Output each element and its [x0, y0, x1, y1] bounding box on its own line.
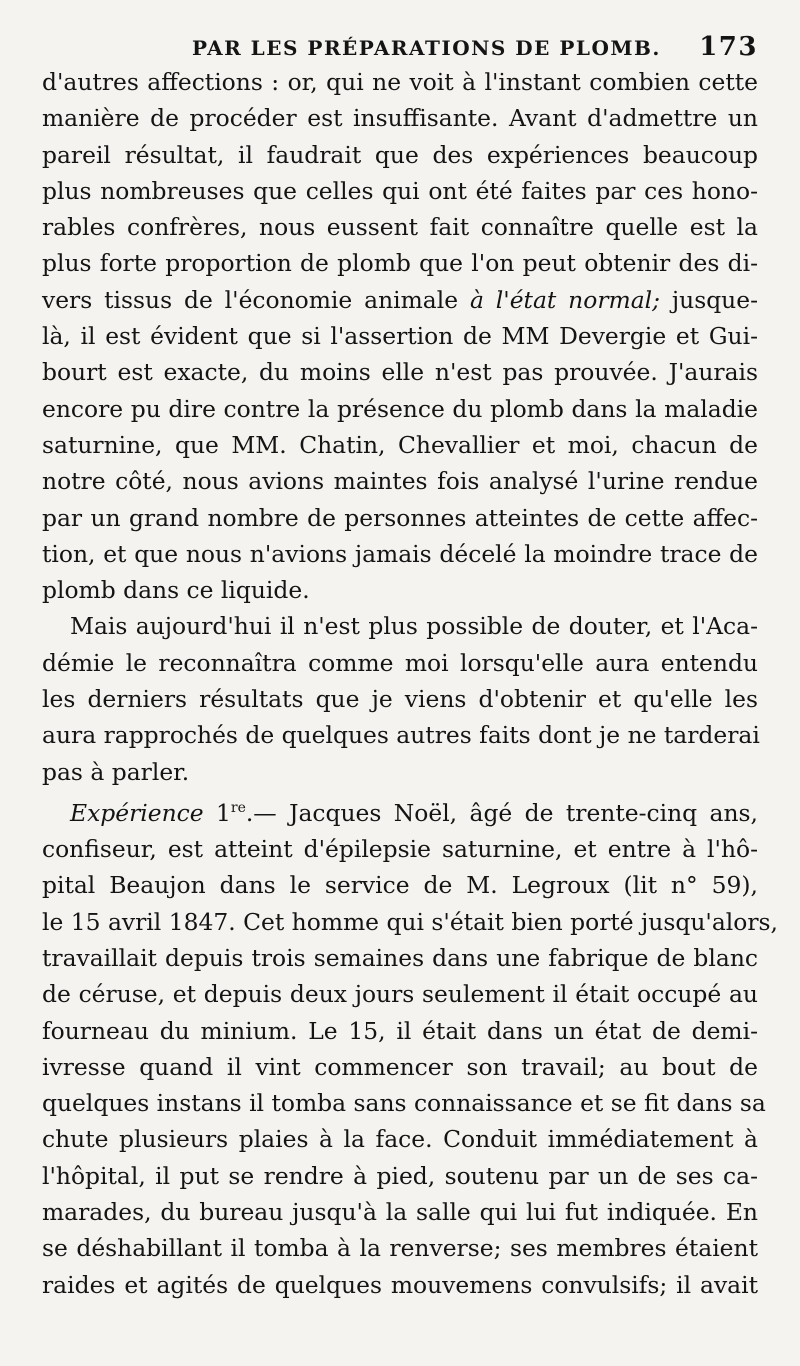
text-line: là, il est évident que si l'assertion de MM Devergie et Gui- [42, 322, 758, 351]
text-line: d'autres affections : or, qui ne voit à l'instant combien cette [42, 68, 758, 96]
text-line: rables confrères, nous eussent fait connaître quelle est la [42, 213, 758, 242]
text-line: plus nombreuses que celles qui ont été faites par ces hono- [42, 176, 758, 205]
text-line: saturnine, que MM. Chatin, Chevallier et moi, chacun de [42, 430, 758, 459]
text-line: encore pu dire contre la présence du plomb dans la maladie [42, 394, 758, 423]
text-line: pareil résultat, il faudrait que des expériences beaucoup [42, 140, 758, 169]
text-line: tion, et que nous n'avions jamais décelé la moindre trace de [42, 539, 758, 568]
text-line: manière de procéder est insuffisante. Avant d'admettre un [42, 104, 758, 133]
text-line: Mais aujourd'hui il n'est plus possible de douter, et l'Aca- [70, 612, 758, 641]
text-line: démie le reconnaîtra comme moi lorsqu'elle aura entendu [42, 648, 758, 677]
text-line: aura rapprochés de quelques autres faits dont je ne tarderai [42, 721, 760, 750]
text-line: l'hôpital, il put se rendre à pied, soutenu par un de ses ca- [42, 1161, 758, 1190]
text-line: se déshabillant il tomba à la renverse; ses membres étaient [42, 1234, 758, 1263]
text-line: le 15 avril 1847. Cet homme qui s'était bien porté jusqu'alors, [42, 907, 778, 936]
text-line: plus forte proportion de plomb que l'on peut obtenir des di- [42, 249, 758, 278]
page-number: 173 [699, 32, 758, 62]
text-line: chute plusieurs plaies à la face. Conduit immédiatement à [42, 1125, 758, 1154]
text-line: bourt est exacte, du moins elle n'est pas prouvée. J'aurais [42, 358, 758, 387]
text-line: travaillait depuis trois semaines dans une fabrique de blanc [42, 943, 758, 972]
text-run: jusque- [660, 285, 758, 314]
text-line: confiseur, est atteint d'épilepsie saturnine, et entre à l'hô- [42, 835, 758, 864]
running-head [42, 30, 758, 64]
text-line: notre côté, nous avions maintes fois analysé l'urine rendue [42, 467, 758, 496]
text-run: .— Jacques Noël, âgé de trente-cinq ans, [245, 798, 758, 827]
text-line: quelques instans il tomba sans connaissance et se fit dans sa [42, 1089, 766, 1118]
ordinal-suffix: re [230, 799, 246, 816]
text-run: vers tissus de l'économie animale [42, 285, 470, 314]
text-line: les derniers résultats que je viens d'obtenir et qu'elle les [42, 685, 758, 714]
text-line: raides et agités de quelques mouvemens convulsifs; il avait [42, 1270, 758, 1299]
italic-phrase: à l'état normal; [469, 285, 660, 314]
text-line: fourneau du minium. Le 15, il était dans un état de demi- [42, 1016, 758, 1045]
text-line [42, 282, 758, 318]
text-line: pas à parler. [42, 757, 190, 786]
text-line: marades, du bureau jusqu'à la salle qui lui fut indiquée. En [42, 1198, 758, 1226]
text-line [42, 790, 758, 831]
body-text [42, 64, 778, 1303]
paragraph-3 [42, 790, 778, 1303]
text-line: de céruse, et depuis deux jours seulement il était occupé au [42, 980, 758, 1009]
text-line: pital Beaujon dans le service de M. Legroux (lit n° 59), [42, 871, 758, 900]
paragraph-2 [42, 608, 758, 789]
paragraph-1 [42, 64, 758, 608]
text-line: par un grand nombre de personnes atteintes de cette affec- [42, 503, 758, 532]
text-run: 1 [203, 798, 231, 827]
running-title: PAR LES PRÉPARATIONS DE PLOMB. [192, 36, 661, 60]
text-line: ivresse quand il vint commencer son travail; au bout de [42, 1052, 758, 1081]
italic-heading: Expérience [70, 798, 204, 827]
text-line: plomb dans ce liquide. [42, 576, 310, 605]
